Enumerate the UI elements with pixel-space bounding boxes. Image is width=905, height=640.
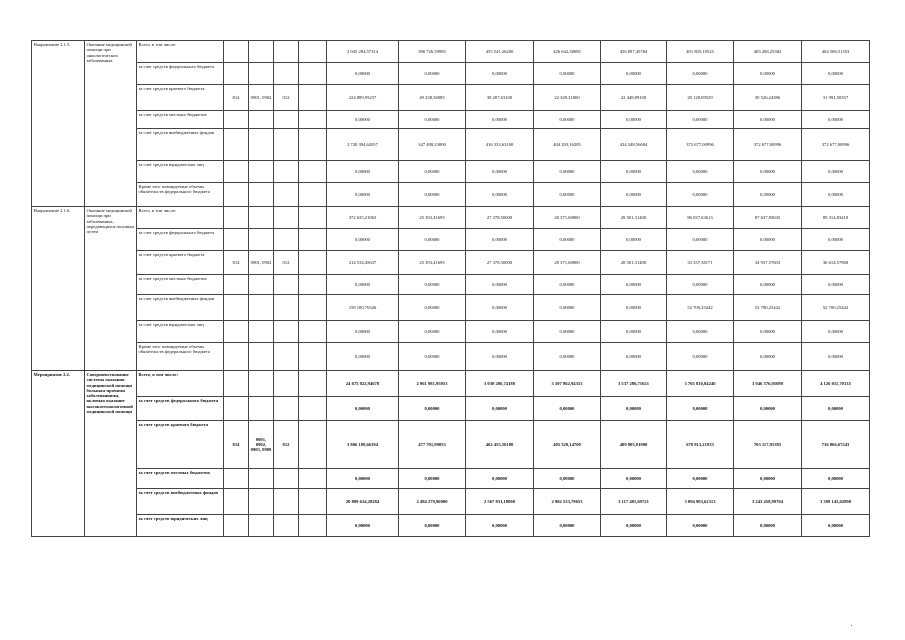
funding-source-cell: за счет средств юридических лиц: [137, 515, 224, 537]
amount-cell: 0,00000: [399, 397, 466, 421]
amount-cell: 36 614,57968: [802, 251, 870, 275]
amount-cell: 3 243 458,99704: [734, 489, 802, 515]
amount-cell: 0,00000: [802, 321, 870, 343]
amount-cell: 0,00000: [327, 515, 399, 537]
rzpr-code-cell: 0901, 0902: [249, 251, 274, 275]
amount-cell: 87 637,83045: [734, 207, 802, 229]
grbs-code-cell: 814: [224, 421, 249, 469]
amount-cell: 372 677,00996: [802, 129, 870, 161]
empty-code-cell: [299, 295, 327, 321]
amount-cell: 0,00000: [534, 397, 601, 421]
amount-cell: 0,00000: [534, 321, 601, 343]
amount-cell: 405 329,14700: [534, 421, 601, 469]
amount-cell: 0,00000: [601, 343, 667, 371]
vr-code-cell: [274, 183, 299, 207]
grbs-code-cell: [224, 321, 249, 343]
amount-cell: 29 128,09529: [667, 85, 734, 111]
rzpr-code-cell: 0901, 0902: [249, 85, 274, 111]
amount-cell: 347 488,23000: [399, 129, 466, 161]
rzpr-code-cell: [249, 469, 274, 489]
amount-cell: 0,00000: [601, 515, 667, 537]
amount-cell: 0,00000: [601, 397, 667, 421]
amount-cell: 0,00000: [399, 295, 466, 321]
table-row: [32, 129, 870, 161]
amount-cell: 0,00000: [667, 111, 734, 129]
vr-code-cell: 012: [274, 85, 299, 111]
amount-cell: 372 635,21963: [327, 207, 399, 229]
amount-cell: 0,00000: [399, 183, 466, 207]
table-row: [32, 515, 870, 537]
amount-cell: 52 700,25442: [734, 295, 802, 321]
grbs-code-cell: [224, 371, 249, 397]
grbs-code-cell: [224, 207, 249, 229]
rzpr-code-cell: [249, 321, 274, 343]
amount-cell: 0,00000: [327, 343, 399, 371]
grbs-code-cell: [224, 397, 249, 421]
amount-cell: 0,00000: [734, 229, 802, 251]
amount-cell: 214 534,45637: [327, 251, 399, 275]
amount-cell: 2 945 284,57314: [327, 41, 399, 63]
funding-source-cell: Всего, в том числе:: [137, 41, 224, 63]
amount-cell: 22 448,89100: [601, 85, 667, 111]
rzpr-code-cell: [249, 515, 274, 537]
amount-cell: 27 378,50000: [466, 207, 534, 229]
amount-cell: 0,00000: [667, 321, 734, 343]
vr-code-cell: [274, 111, 299, 129]
rzpr-code-cell: [249, 275, 274, 295]
funding-source-cell: за счет средств краевого бюджета: [137, 251, 224, 275]
amount-cell: 0,00000: [667, 161, 734, 183]
table-row: [32, 421, 870, 469]
amount-cell: 0,00000: [802, 63, 870, 85]
grbs-code-cell: [224, 469, 249, 489]
amount-cell: 49 238,36985: [399, 85, 466, 111]
amount-cell: 28 371,68800: [534, 207, 601, 229]
vr-code-cell: [274, 41, 299, 63]
amount-cell: 3 765 816,84246: [667, 371, 734, 397]
rzpr-code-cell: [249, 397, 274, 421]
amount-cell: 28 501,31400: [601, 251, 667, 275]
amount-cell: 0,00000: [734, 161, 802, 183]
amount-cell: 4 126 011,70135: [802, 371, 870, 397]
amount-cell: 0,00000: [802, 161, 870, 183]
funding-source-cell: за счет средств внебюджетных фондов: [137, 295, 224, 321]
grbs-code-cell: [224, 515, 249, 537]
page-mark: [851, 625, 852, 626]
funding-source-cell: за счет средств краевого бюджета: [137, 421, 224, 469]
amount-cell: 3 094 903,62313: [667, 489, 734, 515]
amount-cell: 0,00000: [466, 183, 534, 207]
rzpr-code-cell: [249, 41, 274, 63]
table-row: [32, 207, 870, 229]
rzpr-code-cell: [249, 229, 274, 251]
table-row: [32, 469, 870, 489]
amount-cell: 52 700,25442: [667, 295, 734, 321]
table-row: [32, 371, 870, 397]
rzpr-code-cell: [249, 111, 274, 129]
amount-cell: 0,00000: [399, 63, 466, 85]
vr-code-cell: [274, 489, 299, 515]
amount-cell: 0,00000: [667, 397, 734, 421]
amount-cell: 30 526,24386: [734, 85, 802, 111]
table-row: [32, 397, 870, 421]
amount-cell: 0,00000: [667, 515, 734, 537]
amount-cell: 34 937,57603: [734, 251, 802, 275]
amount-cell: 0,00000: [534, 295, 601, 321]
funding-source-cell: Всего, в том числе:: [137, 207, 224, 229]
amount-cell: 0,00000: [327, 321, 399, 343]
amount-cell: 86 037,63613: [667, 207, 734, 229]
amount-cell: 3 946 576,05089: [734, 371, 802, 397]
section-number-cell: Направление 2.1.6.: [32, 207, 85, 371]
amount-cell: 0,00000: [466, 161, 534, 183]
vr-code-cell: 012: [274, 251, 299, 275]
amount-cell: 426 642,38085: [534, 41, 601, 63]
table-row: [32, 63, 870, 85]
amount-cell: 0,00000: [534, 469, 601, 489]
amount-cell: 0,00000: [327, 229, 399, 251]
amount-cell: 0,00000: [667, 183, 734, 207]
amount-cell: 0,00000: [327, 275, 399, 295]
rzpr-code-cell: 0901, 0902, 0903, 0909: [249, 421, 274, 469]
amount-cell: 736 866,67243: [802, 421, 870, 469]
funding-source-cell: за счет средств внебюджетных фондов: [137, 129, 224, 161]
section-name-cell: Совершенствование системы оказания медицинской помощи больным прочими заболеваниями, включая оказание высокотехнологичной медицинской помощи: [85, 371, 137, 537]
amount-cell: 0,00000: [327, 111, 399, 129]
amount-cell: 25 393,41695: [399, 251, 466, 275]
rzpr-code-cell: [249, 161, 274, 183]
amount-cell: 0,00000: [601, 161, 667, 183]
amount-cell: 0,00000: [601, 63, 667, 85]
table-row: [32, 275, 870, 295]
vr-code-cell: [274, 295, 299, 321]
funding-source-cell: Всего, в том числе:: [137, 371, 224, 397]
empty-code-cell: [299, 321, 327, 343]
vr-code-cell: [274, 371, 299, 397]
empty-code-cell: [299, 161, 327, 183]
amount-cell: 0,00000: [734, 275, 802, 295]
amount-cell: 0,00000: [534, 111, 601, 129]
rzpr-code-cell: [249, 371, 274, 397]
vr-code-cell: [274, 469, 299, 489]
amount-cell: 0,00000: [466, 321, 534, 343]
amount-cell: 0,00000: [534, 343, 601, 371]
table-row: [32, 251, 870, 275]
empty-code-cell: [299, 85, 327, 111]
funding-source-cell: за счет средств местных бюджетов: [137, 275, 224, 295]
amount-cell: 0,00000: [734, 469, 802, 489]
grbs-code-cell: [224, 343, 249, 371]
empty-code-cell: [299, 129, 327, 161]
section-name-cell: Оказание медицинской помощи при заболеваниях, передающихся половым путем: [85, 207, 137, 371]
rzpr-code-cell: [249, 129, 274, 161]
funding-source-cell: за счет средств местных бюджетов: [137, 111, 224, 129]
vr-code-cell: [274, 63, 299, 85]
amount-cell: 0,00000: [327, 469, 399, 489]
grbs-code-cell: [224, 111, 249, 129]
amount-cell: 0,00000: [466, 295, 534, 321]
table-row: [32, 489, 870, 515]
amount-cell: 3 399 145,02890: [802, 489, 870, 515]
amount-cell: 2 720 394,62057: [327, 129, 399, 161]
empty-code-cell: [299, 229, 327, 251]
amount-cell: 27 378,50000: [466, 251, 534, 275]
amount-cell: 434 248,56684: [601, 129, 667, 161]
grbs-code-cell: 814: [224, 85, 249, 111]
amount-cell: 403 208,25382: [734, 41, 802, 63]
amount-cell: 3 307 862,94353: [534, 371, 601, 397]
grbs-code-cell: [224, 129, 249, 161]
amount-cell: 416 333,63100: [466, 129, 534, 161]
amount-cell: 52 700,25442: [802, 295, 870, 321]
amount-cell: 703 117,05385: [734, 421, 802, 469]
funding-source-cell: за счет средств юридических лиц: [137, 321, 224, 343]
amount-cell: 25 393,41695: [399, 207, 466, 229]
amount-cell: 670 913,21933: [667, 421, 734, 469]
amount-cell: 0,00000: [466, 515, 534, 537]
amount-cell: 0,00000: [601, 111, 667, 129]
vr-code-cell: [274, 129, 299, 161]
table-row: [32, 295, 870, 321]
amount-cell: 0,00000: [734, 397, 802, 421]
rzpr-code-cell: [249, 183, 274, 207]
amount-cell: 462 455,56180: [466, 421, 534, 469]
table-row: [32, 343, 870, 371]
amount-cell: 455 541,26200: [466, 41, 534, 63]
vr-code-cell: 012: [274, 421, 299, 469]
amount-cell: 0,00000: [802, 275, 870, 295]
amount-cell: 22 349,21800: [534, 85, 601, 111]
rzpr-code-cell: [249, 343, 274, 371]
amount-cell: 0,00000: [667, 275, 734, 295]
grbs-code-cell: [224, 275, 249, 295]
budget-table: [31, 40, 870, 537]
table-row: [32, 85, 870, 111]
funding-source-cell: за счет средств внебюджетных фондов: [137, 489, 224, 515]
empty-code-cell: [299, 489, 327, 515]
empty-code-cell: [299, 63, 327, 85]
amount-cell: 396 726,59985: [399, 41, 466, 63]
empty-code-cell: [299, 207, 327, 229]
amount-cell: 2 484 279,96000: [399, 489, 466, 515]
section-number-cell: Направление 2.1.5.: [32, 41, 85, 207]
grbs-code-cell: [224, 183, 249, 207]
empty-code-cell: [299, 421, 327, 469]
amount-cell: 0,00000: [667, 229, 734, 251]
amount-cell: 0,00000: [667, 63, 734, 85]
section-name-cell: Оказание медицинской помощи при онкологических заболеваниях: [85, 41, 137, 207]
amount-cell: 0,00000: [802, 229, 870, 251]
grbs-code-cell: [224, 229, 249, 251]
amount-cell: 372 677,00996: [667, 129, 734, 161]
funding-source-cell: за счет средств юридических лиц: [137, 161, 224, 183]
amount-cell: 477 701,99053: [399, 421, 466, 469]
funding-source-cell: за счет средств краевого бюджета: [137, 85, 224, 111]
amount-cell: 0,00000: [466, 343, 534, 371]
amount-cell: 0,00000: [466, 111, 534, 129]
vr-code-cell: [274, 321, 299, 343]
grbs-code-cell: [224, 161, 249, 183]
amount-cell: 31 991,50357: [802, 85, 870, 111]
amount-cell: 0,00000: [399, 469, 466, 489]
rzpr-code-cell: [249, 295, 274, 321]
empty-code-cell: [299, 111, 327, 129]
funding-source-cell: за счет средств федерального бюджета: [137, 229, 224, 251]
amount-cell: 0,00000: [601, 469, 667, 489]
table-row: [32, 41, 870, 63]
amount-cell: 0,00000: [534, 183, 601, 207]
amount-cell: 158 100,76326: [327, 295, 399, 321]
amount-cell: 2 902 533,79653: [534, 489, 601, 515]
amount-cell: 224 889,95257: [327, 85, 399, 111]
amount-cell: 0,00000: [466, 229, 534, 251]
amount-cell: 0,00000: [534, 229, 601, 251]
grbs-code-cell: 814: [224, 251, 249, 275]
table-row: [32, 161, 870, 183]
amount-cell: 2 567 831,18000: [466, 489, 534, 515]
grbs-code-cell: [224, 41, 249, 63]
amount-cell: 0,00000: [327, 161, 399, 183]
amount-cell: 0,00000: [399, 229, 466, 251]
amount-cell: 0,00000: [802, 183, 870, 207]
amount-cell: 0,00000: [534, 161, 601, 183]
amount-cell: 3 866 188,66394: [327, 421, 399, 469]
empty-code-cell: [299, 371, 327, 397]
empty-code-cell: [299, 515, 327, 537]
empty-code-cell: [299, 251, 327, 275]
amount-cell: 0,00000: [399, 515, 466, 537]
amount-cell: 0,00000: [466, 275, 534, 295]
amount-cell: 0,00000: [601, 295, 667, 321]
empty-code-cell: [299, 343, 327, 371]
amount-cell: 0,00000: [667, 343, 734, 371]
amount-cell: 0,00000: [734, 321, 802, 343]
amount-cell: 24 675 822,94678: [327, 371, 399, 397]
rzpr-code-cell: [249, 207, 274, 229]
amount-cell: 0,00000: [802, 515, 870, 537]
amount-cell: 0,00000: [466, 63, 534, 85]
amount-cell: 0,00000: [802, 469, 870, 489]
vr-code-cell: [274, 275, 299, 295]
amount-cell: 3 030 286,74180: [466, 371, 534, 397]
funding-source-cell: за счет средств местных бюджетов: [137, 469, 224, 489]
vr-code-cell: [274, 207, 299, 229]
amount-cell: 0,00000: [466, 397, 534, 421]
grbs-code-cell: [224, 489, 249, 515]
empty-code-cell: [299, 397, 327, 421]
amount-cell: 33 337,38171: [667, 251, 734, 275]
grbs-code-cell: [224, 63, 249, 85]
amount-cell: 0,00000: [399, 275, 466, 295]
amount-cell: 20 809 634,28284: [327, 489, 399, 515]
grbs-code-cell: [224, 295, 249, 321]
funding-source-cell: за счет средств федерального бюджета: [137, 397, 224, 421]
amount-cell: 456 897,45784: [601, 41, 667, 63]
vr-code-cell: [274, 229, 299, 251]
table-row: [32, 111, 870, 129]
amount-cell: 0,00000: [327, 397, 399, 421]
amount-cell: 0,00000: [601, 229, 667, 251]
amount-cell: 0,00000: [534, 275, 601, 295]
budget-table-sheet: [31, 40, 869, 549]
amount-cell: 2 961 981,95053: [399, 371, 466, 397]
amount-cell: 89 314,83410: [802, 207, 870, 229]
empty-code-cell: [299, 469, 327, 489]
amount-cell: 0,00000: [601, 321, 667, 343]
amount-cell: 0,00000: [534, 515, 601, 537]
amount-cell: 401 805,10525: [667, 41, 734, 63]
rzpr-code-cell: [249, 489, 274, 515]
amount-cell: 28 371,68800: [534, 251, 601, 275]
amount-cell: 0,00000: [802, 111, 870, 129]
rzpr-code-cell: [249, 63, 274, 85]
amount-cell: 0,00000: [734, 183, 802, 207]
amount-cell: 0,00000: [327, 183, 399, 207]
amount-cell: 0,00000: [327, 63, 399, 85]
amount-cell: 372 677,00996: [734, 129, 802, 161]
amount-cell: 0,00000: [734, 343, 802, 371]
amount-cell: 0,00000: [601, 183, 667, 207]
amount-cell: 0,00000: [802, 397, 870, 421]
amount-cell: 409 805,01900: [601, 421, 667, 469]
table-row: [32, 183, 870, 207]
empty-code-cell: [299, 275, 327, 295]
vr-code-cell: [274, 397, 299, 421]
amount-cell: 404 293,16285: [534, 129, 601, 161]
amount-cell: 0,00000: [399, 343, 466, 371]
amount-cell: 0,00000: [466, 469, 534, 489]
vr-code-cell: [274, 161, 299, 183]
amount-cell: 0,00000: [734, 111, 802, 129]
amount-cell: 3 537 286,71621: [601, 371, 667, 397]
amount-cell: 0,00000: [399, 111, 466, 129]
empty-code-cell: [299, 183, 327, 207]
section-number-cell: Мероприятие 2.2.: [32, 371, 85, 537]
amount-cell: 404 568,51353: [802, 41, 870, 63]
amount-cell: 0,00000: [399, 321, 466, 343]
amount-cell: 0,00000: [601, 275, 667, 295]
amount-cell: 3 117 481,69721: [601, 489, 667, 515]
empty-code-cell: [299, 41, 327, 63]
amount-cell: 0,00000: [802, 343, 870, 371]
amount-cell: 28 501,31400: [601, 207, 667, 229]
vr-code-cell: [274, 515, 299, 537]
amount-cell: 0,00000: [734, 63, 802, 85]
vr-code-cell: [274, 343, 299, 371]
amount-cell: 0,00000: [399, 161, 466, 183]
amount-cell: 0,00000: [667, 469, 734, 489]
table-row: [32, 229, 870, 251]
amount-cell: 0,00000: [734, 515, 802, 537]
funding-source-cell: Кроме того планируемые объемы обязательств федерального бюджета: [137, 343, 224, 371]
funding-source-cell: за счет средств федерального бюджета: [137, 63, 224, 85]
funding-source-cell: Кроме того планируемые объемы обязательств федерального бюджета: [137, 183, 224, 207]
table-row: [32, 321, 870, 343]
amount-cell: 39 207,63100: [466, 85, 534, 111]
amount-cell: 0,00000: [534, 63, 601, 85]
